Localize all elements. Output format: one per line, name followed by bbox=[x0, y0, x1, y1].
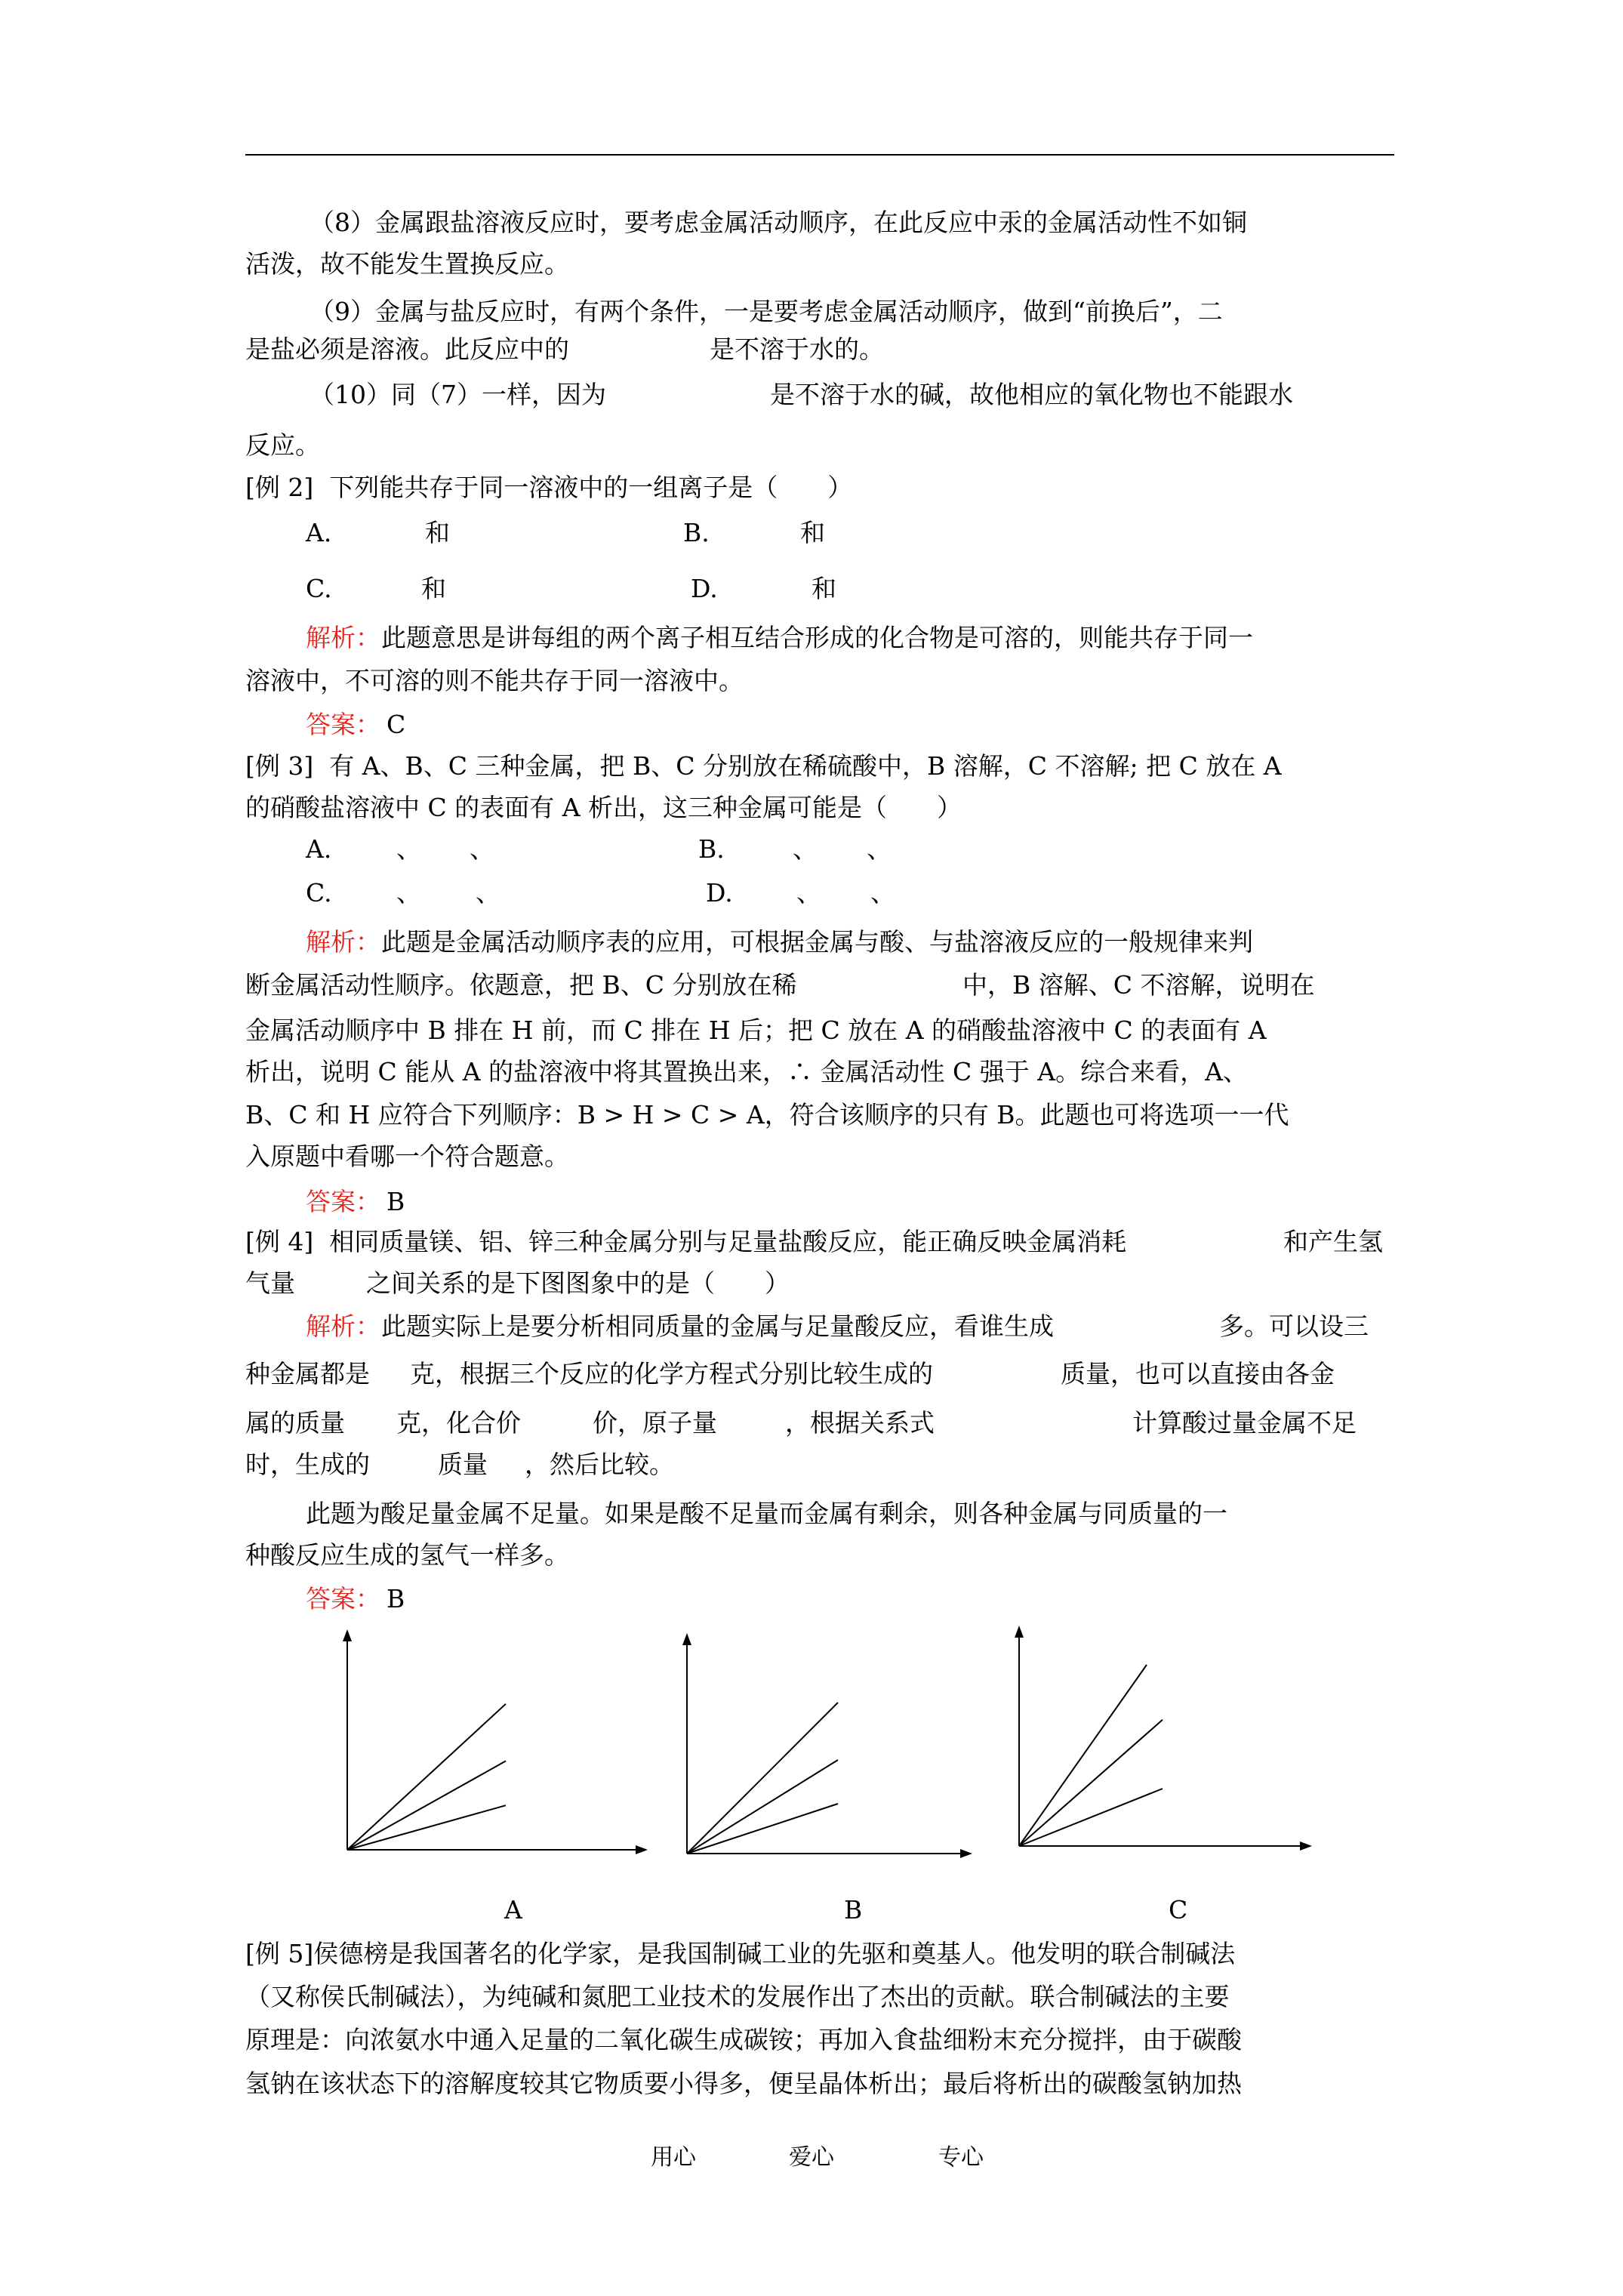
paragraph-line: 原理是：向浓氨水中通入足量的二氧化碳生成碳铵；再加入食盐细粉末充分搅拌，由于碳酸 bbox=[245, 2025, 1242, 2054]
paragraph-line: 价，原子量 bbox=[593, 1408, 717, 1438]
option-separator: 、 bbox=[396, 834, 421, 864]
paragraph-line: 溶液中，不可溶的则不能共存于同一溶液中。 bbox=[245, 666, 744, 695]
example-3-question: [例 3] 有 A、B、C 三种金属，把 B、C 分别放在稀硫酸中，B 溶解，C 不溶解; 把 C 放在 A bbox=[245, 751, 1282, 781]
paragraph-line: （10）同（7）一样，因为 bbox=[310, 380, 606, 409]
line-series-1 bbox=[687, 1703, 838, 1854]
paragraph-line: （8）金属跟盐溶液反应时，要考虑金属活动顺序，在此反应中汞的金属活动性不如铜 bbox=[310, 208, 1247, 237]
example-2-question: [例 2] 下列能共存于同一溶液中的一组离子是（ ） bbox=[245, 473, 853, 502]
paragraph-line: （9）金属与盐反应时，有两个条件，一是要考虑金属活动顺序，做到“前换后”，二 bbox=[310, 297, 1223, 326]
answer-value: C bbox=[387, 710, 406, 739]
paragraph-line: 的硝酸盐溶液中 C 的表面有 A 析出，这三种金属可能是（ ） bbox=[245, 793, 962, 822]
line-series-1 bbox=[1019, 1665, 1147, 1846]
paragraph-line: 质量 bbox=[438, 1450, 488, 1479]
line-series-2 bbox=[687, 1760, 838, 1854]
option-label: D. bbox=[691, 574, 718, 603]
paragraph-line: 质量，也可以直接由各金 bbox=[1061, 1359, 1335, 1388]
option-label: A. bbox=[306, 834, 332, 864]
option-separator: 、 bbox=[870, 878, 895, 908]
graph-b-label: B bbox=[844, 1895, 863, 1925]
option-text: 和 bbox=[421, 574, 446, 603]
paragraph-line: 种金属都是 bbox=[245, 1359, 370, 1388]
option-label: B. bbox=[698, 834, 725, 864]
footer-middle: 爱心 bbox=[789, 2144, 834, 2171]
paragraph-line: ，然后比较。 bbox=[525, 1450, 674, 1479]
paragraph-line: 时，生成的 bbox=[245, 1450, 370, 1479]
paragraph-line: 断金属活动性顺序。依题意，把 B、C 分别放在稀 bbox=[245, 970, 797, 1000]
footer-left: 用心 bbox=[651, 2144, 696, 2171]
option-label: D. bbox=[706, 878, 733, 908]
paragraph-line: 此题意思是讲每组的两个离子相互结合形成的化合物是可溶的，则能共存于同一 bbox=[381, 623, 1253, 652]
analysis-label: 解析： bbox=[306, 623, 380, 652]
paragraph-line: 金属活动顺序中 B 排在 H 前，而 C 排在 H 后；把 C 放在 A 的硝酸盐溶液中 C 的表面有 A bbox=[245, 1015, 1267, 1045]
graph-c-label: C bbox=[1169, 1895, 1188, 1925]
option-separator: 、 bbox=[793, 834, 818, 864]
paragraph-line: 氢钠在该状态下的溶解度较其它物质要小得多，便呈晶体析出；最后将析出的碳酸氢钠加热 bbox=[245, 2069, 1242, 2098]
option-label: A. bbox=[306, 518, 332, 547]
paragraph-line: 活泼，故不能发生置换反应。 bbox=[245, 249, 569, 279]
option-separator: 、 bbox=[867, 834, 892, 864]
paragraph-line: ，根据关系式 bbox=[785, 1408, 935, 1438]
option-label: C. bbox=[306, 878, 332, 908]
graph-c bbox=[1004, 1620, 1321, 1869]
line-series-3 bbox=[1019, 1789, 1163, 1846]
answer-value: B bbox=[387, 1187, 405, 1216]
paragraph-line: 此题实际上是要分析相同质量的金属与足量酸反应，看谁生成 bbox=[381, 1311, 1054, 1341]
paragraph-line: 此题是金属活动顺序表的应用，可根据金属与酸、与盐溶液反应的一般规律来判 bbox=[381, 927, 1253, 957]
paragraph-line: 属的质量 bbox=[245, 1408, 345, 1438]
footer-right: 专心 bbox=[938, 2144, 984, 2171]
paragraph-line: 是盐必须是溶液。此反应中的 bbox=[245, 334, 569, 364]
graph-a bbox=[332, 1623, 649, 1872]
paragraph-line: 种酸反应生成的氢气一样多。 bbox=[245, 1540, 569, 1570]
paragraph-line: 克，化合价 bbox=[396, 1408, 521, 1438]
paragraph-line: （又称侯氏制碱法），为纯碱和氮肥工业技术的发展作出了杰出的贡献。联合制碱法的主要 bbox=[245, 1982, 1230, 2011]
analysis-label: 解析： bbox=[306, 1311, 380, 1341]
line-series-2 bbox=[347, 1761, 506, 1850]
graph-a-label: A bbox=[504, 1895, 522, 1925]
option-text: 和 bbox=[812, 574, 836, 603]
analysis-label: 解析： bbox=[306, 927, 380, 957]
paragraph-line: 反应。 bbox=[245, 430, 320, 460]
answer-value: B bbox=[387, 1584, 405, 1613]
paragraph-line: 和产生氢 bbox=[1283, 1227, 1383, 1256]
option-separator: 、 bbox=[396, 878, 421, 908]
paragraph-line: 是不溶于水的。 bbox=[710, 334, 884, 364]
option-text: 和 bbox=[800, 518, 825, 547]
option-separator: 、 bbox=[476, 878, 500, 908]
example-5-text: [例 5]侯德榜是我国著名的化学家，是我国制碱工业的先驱和奠基人。他发明的联合制碱法 bbox=[245, 1939, 1236, 1968]
header-rule bbox=[245, 154, 1394, 156]
option-text: 和 bbox=[425, 518, 450, 547]
paragraph-line: 计算酸过量金属不足 bbox=[1132, 1408, 1357, 1438]
graph-b bbox=[672, 1627, 989, 1876]
line-series-3 bbox=[687, 1804, 838, 1854]
paragraph-line: 多。可以设三 bbox=[1219, 1311, 1369, 1341]
example-4-question: [例 4] 相同质量镁、铝、锌三种金属分别与足量盐酸反应，能正确反映金属消耗 bbox=[245, 1227, 1127, 1256]
option-label: B. bbox=[683, 518, 710, 547]
answer-label: 答案： bbox=[306, 1584, 380, 1613]
option-separator: 、 bbox=[796, 878, 821, 908]
answer-label: 答案： bbox=[306, 710, 380, 739]
paragraph-line: 是不溶于水的碱，故他相应的氧化物也不能跟水 bbox=[770, 380, 1293, 409]
paragraph-line: 此题为酸足量金属不足量。如果是酸不足量而金属有剩余，则各种金属与同质量的一 bbox=[306, 1499, 1227, 1528]
paragraph-line: 析出，说明 C 能从 A 的盐溶液中将其置换出来，∴ 金属活动性 C 强于 A。综合来看，A、 bbox=[245, 1057, 1248, 1086]
paragraph-line: 入原题中看哪一个符合题意。 bbox=[245, 1142, 569, 1171]
line-series-2 bbox=[1019, 1720, 1163, 1846]
paragraph-line: 气量 bbox=[245, 1268, 295, 1298]
option-separator: 、 bbox=[470, 834, 494, 864]
paragraph-line: 之间关系的是下图图象中的是（ ） bbox=[366, 1268, 790, 1298]
paragraph-line: 中，B 溶解、C 不溶解，说明在 bbox=[962, 970, 1315, 1000]
option-label: C. bbox=[306, 574, 332, 603]
paragraph-line: 克，根据三个反应的化学方程式分别比较生成的 bbox=[410, 1359, 933, 1388]
answer-label: 答案： bbox=[306, 1187, 380, 1216]
paragraph-line: B、C 和 H 应符合下列顺序：B > H > C > A，符合该顺序的只有 B。此题也可将选项一一代 bbox=[245, 1100, 1289, 1130]
